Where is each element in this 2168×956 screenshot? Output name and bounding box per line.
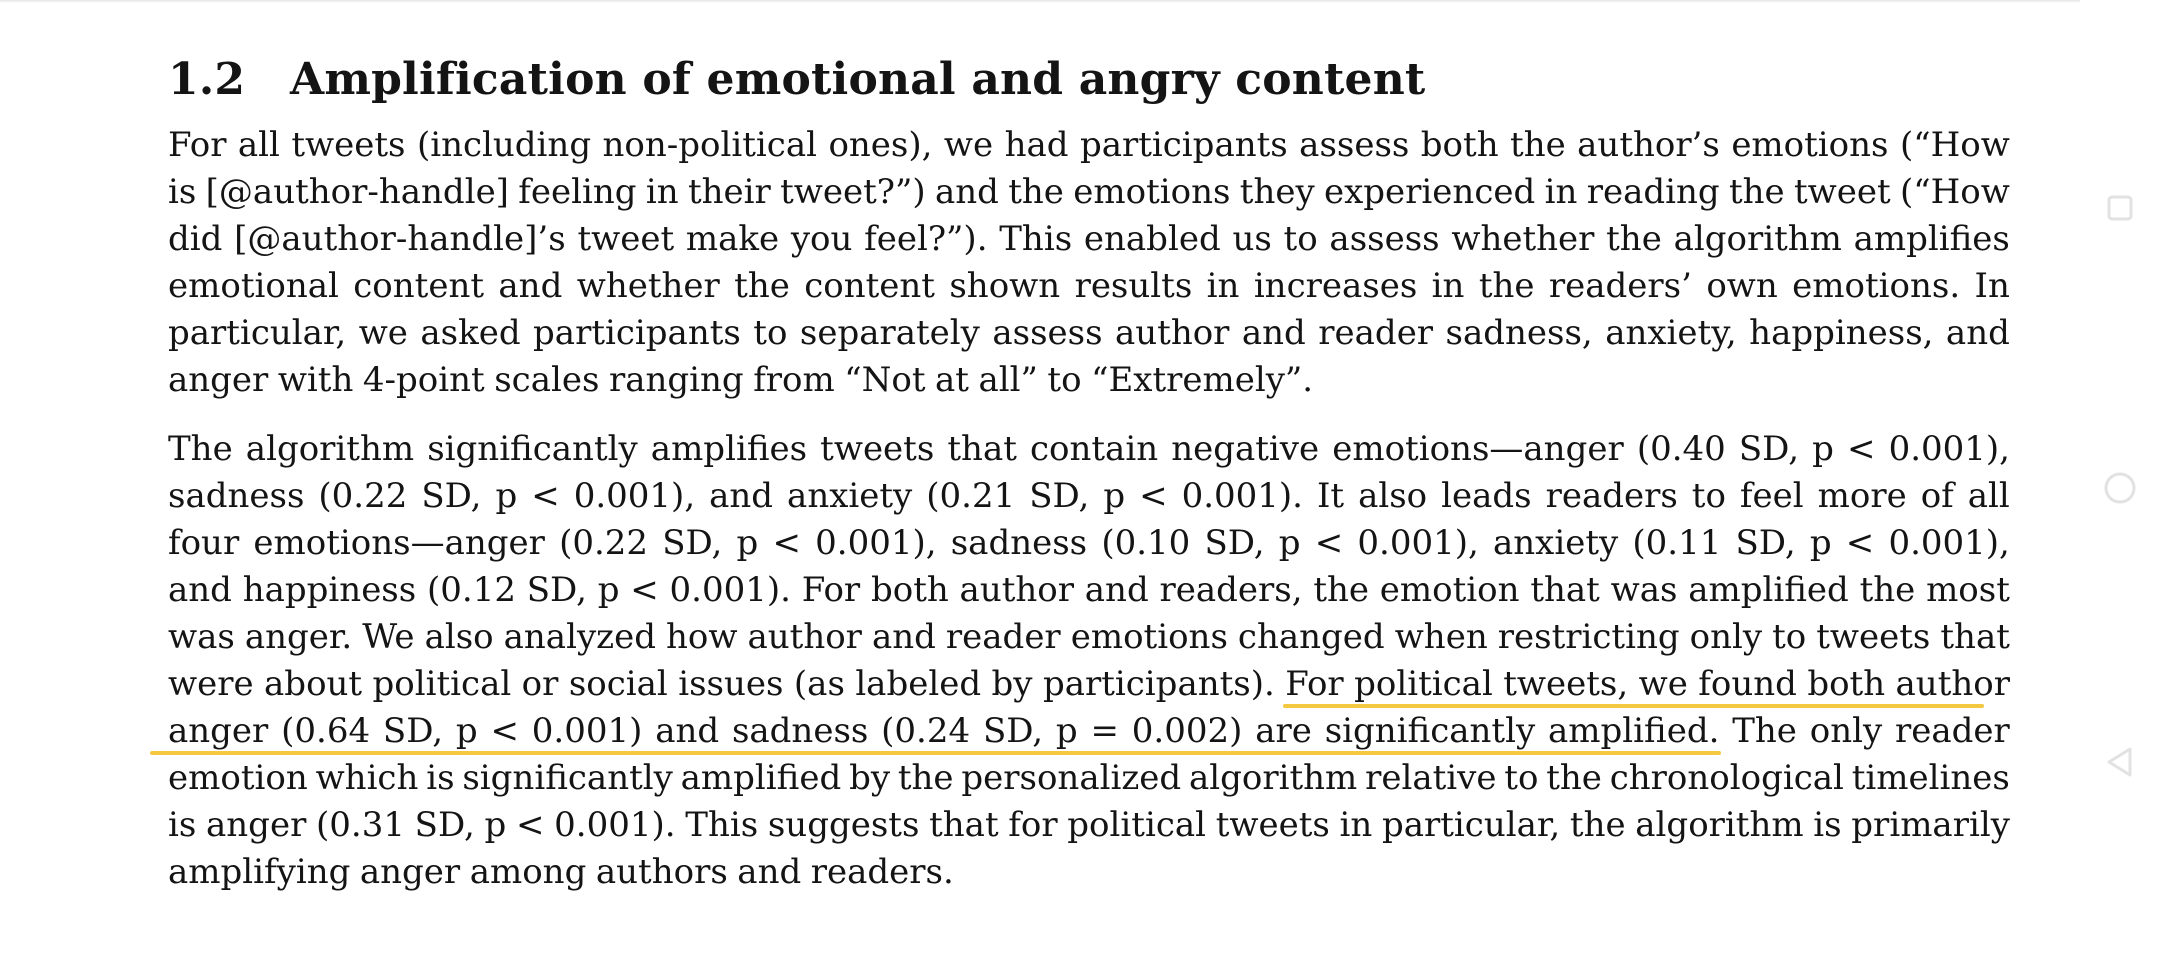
text-line: For all tweets (including non-political ones), we had participants assess both the author’s emotions (“How bbox=[168, 125, 2010, 165]
section-number: 1.2 bbox=[168, 54, 246, 105]
text-line: particular, we asked participants to separately assess author and reader sadness, anxiety, happiness, and bbox=[168, 313, 2010, 353]
section-heading bbox=[168, 50, 2010, 110]
text-line: and happiness (0.12 SD, p < 0.001). For both author and readers, the emotion that was amplified the most bbox=[168, 570, 2010, 610]
recent-apps-button[interactable] bbox=[2098, 186, 2142, 230]
text-line: anger (0.64 SD, p < 0.001) and sadness (0.24 SD, p = 0.002) are significantly amplified. The only reader bbox=[168, 711, 2010, 751]
triangle-back-icon bbox=[2103, 745, 2137, 779]
text-line: were about political or social issues (as labeled by participants). For political tweets, we found both author bbox=[168, 664, 2010, 704]
paragraph-2 bbox=[168, 426, 2010, 896]
document-page bbox=[168, 50, 2010, 896]
paragraph-1 bbox=[168, 122, 2010, 404]
square-icon bbox=[2104, 192, 2136, 224]
text-line: anger with 4-point scales ranging from “Not at all” to “Extremely”. bbox=[168, 360, 1314, 400]
text-line: emotion which is significantly amplified by the personalized algorithm relative to the chronological timelines bbox=[168, 758, 2010, 798]
circle-icon bbox=[2102, 470, 2138, 506]
text-line: The algorithm significantly amplifies tweets that contain negative emotions—anger (0.40 SD, p < 0.001), bbox=[168, 429, 2010, 469]
back-button[interactable] bbox=[2098, 740, 2142, 784]
text-line: amplifying anger among authors and readers. bbox=[168, 852, 954, 892]
section-title: Amplification of emotional and angry content bbox=[290, 54, 1426, 105]
text-line: four emotions—anger (0.22 SD, p < 0.001), sadness (0.10 SD, p < 0.001), anxiety (0.11 SD, p < 0.001), bbox=[168, 523, 2010, 563]
page-top-shadow bbox=[0, 0, 2080, 3]
text-line: is [@author-handle] feeling in their tweet?”) and the emotions they experienced in reading the tweet (“How bbox=[168, 172, 2010, 212]
text-line: sadness (0.22 SD, p < 0.001), and anxiety (0.21 SD, p < 0.001). It also leads readers to feel more of all bbox=[168, 476, 2010, 516]
text-line: did [@author-handle]’s tweet make you feel?”). This enabled us to assess whether the algorithm amplifies bbox=[168, 219, 2010, 259]
text-line: is anger (0.31 SD, p < 0.001). This suggests that for political tweets in particular, the algorithm is primarily bbox=[168, 805, 2010, 845]
text-line: was anger. We also analyzed how author and reader emotions changed when restricting only to tweets that bbox=[168, 617, 2010, 657]
home-button[interactable] bbox=[2098, 466, 2142, 510]
text-line: emotional content and whether the content shown results in increases in the readers’ own emotions. In bbox=[168, 266, 2010, 306]
